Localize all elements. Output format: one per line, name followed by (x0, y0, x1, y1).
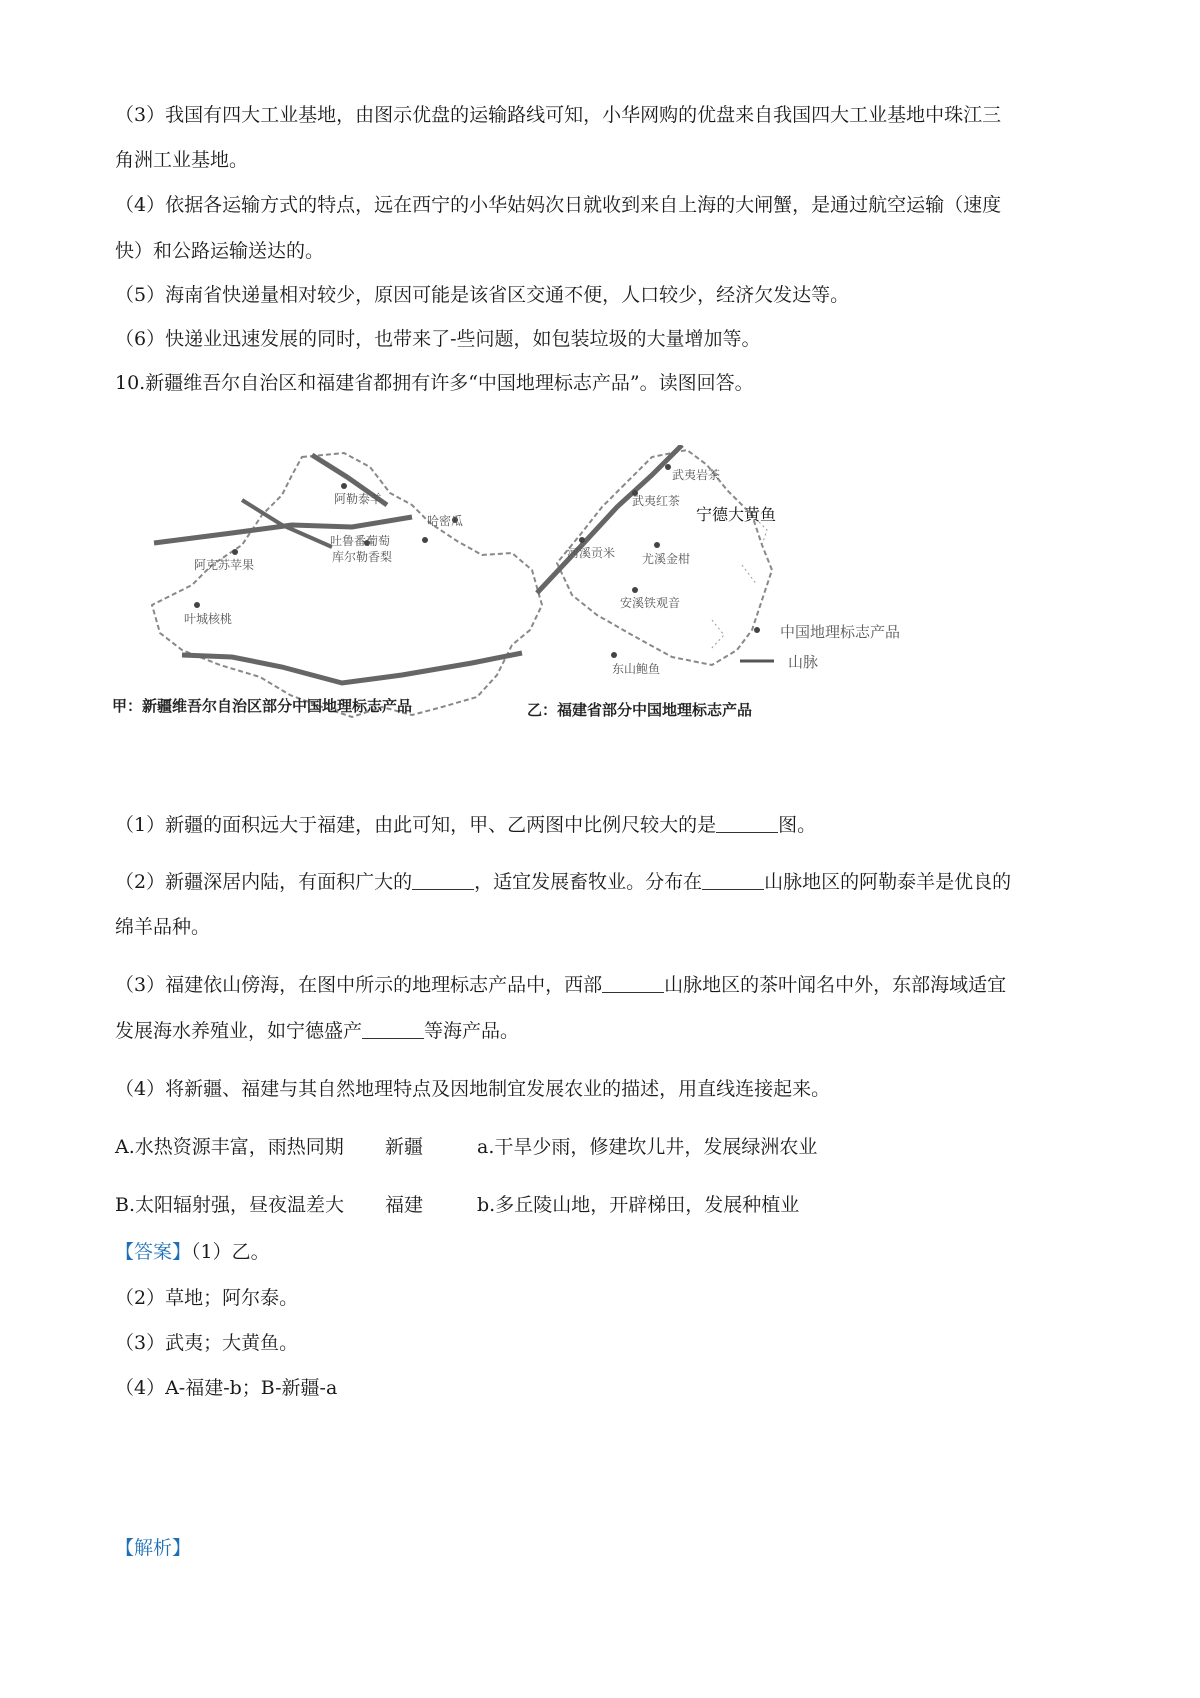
place-label: 哈密瓜 (427, 514, 464, 528)
legend-mountain-label: 山脉 (788, 653, 819, 671)
answer-3: （3）武夷；大黄鱼。 (115, 1332, 299, 1354)
match-mid-xinjiang: 新疆 (385, 1136, 424, 1158)
place-label: 武夷岩茶 (672, 468, 721, 482)
place-dot (341, 483, 347, 489)
q2-line2: 绵羊品种。 (115, 916, 211, 938)
answer-2: （2）草地；阿尔泰。 (115, 1287, 299, 1309)
caption-yi: 乙：福建省部分中国地理标志产品 (527, 701, 753, 719)
q2-text: （2）新疆深居内陆，有面积广大的 (115, 871, 413, 893)
q3-text: （3）福建依山傍海，在图中所示的地理标志产品中，西部 (115, 974, 603, 996)
q2-blank-1 (412, 871, 474, 890)
q1-text: （1）新疆的面积远大于福建，由此可知，甲、乙两图中比例尺较大的是 (115, 814, 717, 836)
q2 (115, 867, 1011, 897)
q3-blank-1 (602, 974, 664, 993)
place-label: 河溪贡米 (567, 546, 616, 560)
prev-q4-line2: 快）和公路运输送达的。 (115, 240, 325, 262)
q3-blank-2 (362, 1020, 424, 1039)
match-right-a: a.干旱少雨，修建坎儿井，发展绿洲农业 (477, 1136, 818, 1158)
place-dot (232, 549, 238, 555)
answer-line1 (115, 1237, 270, 1267)
q3 (115, 970, 1006, 1000)
prev-q3-line2: 角洲工业基地。 (115, 149, 249, 171)
place-label: 宁德大黄鱼 (696, 505, 777, 524)
place-dot (665, 464, 671, 470)
match-mid-fujian: 福建 (385, 1194, 424, 1216)
place-label: 阿克苏苹果 (194, 558, 255, 572)
answer-tag: 【答案】 (115, 1241, 192, 1263)
q1-blank (716, 814, 778, 833)
match-right-b: b.多丘陵山地，开辟梯田，发展种植业 (477, 1194, 800, 1216)
place-label: 叶城核桃 (184, 612, 233, 626)
q2-text-mid: ，适宜发展畜牧业。分布在 (474, 871, 703, 893)
place-label: 安溪铁观音 (620, 596, 681, 610)
place-label: 尤溪金柑 (642, 552, 691, 566)
q1-text-end: 图。 (778, 814, 817, 836)
place-label: 库尔勒香梨 (332, 550, 393, 564)
question-title: 10.新疆维吾尔自治区和福建省都拥有许多“中国地理标志产品”。读图回答。 (115, 372, 754, 394)
place-dot (422, 537, 428, 543)
match-row-2 (115, 1190, 799, 1220)
place-label: 东山鲍鱼 (612, 662, 661, 676)
match-left-b: B.太阳辐射强，昼夜温差大 (115, 1194, 345, 1216)
place-dot (611, 652, 617, 658)
place-dot (654, 542, 660, 548)
place-dot (632, 587, 638, 593)
prev-q6: （6）快递业迅速发展的同时，也带来了-些问题，如包装垃圾的大量增加等。 (115, 328, 761, 350)
legend-product-icon (754, 627, 760, 633)
q3-line2-end: 等海产品。 (424, 1020, 520, 1042)
place-label: 吐鲁番葡萄 (330, 534, 391, 548)
prev-q5: （5）海南省快递量相对较少，原因可能是该省区交通不便，人口较少，经济欠发达等。 (115, 284, 850, 306)
prev-q4-line1: （4）依据各运输方式的特点，远在西宁的小华姑妈次日就收到来自上海的大闸蟹，是通过航空运输（速度 (115, 194, 1002, 216)
caption-jia: 甲：新疆维吾尔自治区部分中国地理标志产品 (112, 697, 413, 715)
answer-4: （4）A-福建-b；B-新疆-a (115, 1377, 338, 1399)
place-label: 阿勒泰羊 (334, 492, 383, 506)
analysis-tag: 【解析】 (115, 1537, 192, 1559)
q2-text-end: 山脉地区的阿勒泰羊是优良的 (764, 871, 1012, 893)
q3-line2 (115, 1016, 519, 1046)
q3-line2-text: 发展海水养殖业，如宁德盛产 (115, 1020, 363, 1042)
place-label: 武夷红茶 (632, 494, 681, 508)
place-dot (579, 537, 585, 543)
place-dot (194, 602, 200, 608)
legend-product-label: 中国地理标志产品 (780, 623, 901, 641)
q4: （4）将新疆、福建与其自然地理特点及因地制宜发展农业的描述，用直线连接起来。 (115, 1078, 831, 1100)
match-row-1 (115, 1132, 817, 1162)
prev-q3-line1: （3）我国有四大工业基地，由图示优盘的运输路线可知，小华网购的优盘来自我国四大工业基地中珠江三 (115, 104, 1002, 126)
q3-text-end: 山脉地区的茶叶闻名中外，东部海域适宜 (664, 974, 1007, 996)
q1 (115, 810, 816, 840)
q2-blank-2 (702, 871, 764, 890)
maps-figure (112, 445, 1042, 795)
match-left-a: A.水热资源丰富，雨热同期 (115, 1136, 344, 1158)
answer-1: （1）乙。 (191, 1241, 270, 1263)
